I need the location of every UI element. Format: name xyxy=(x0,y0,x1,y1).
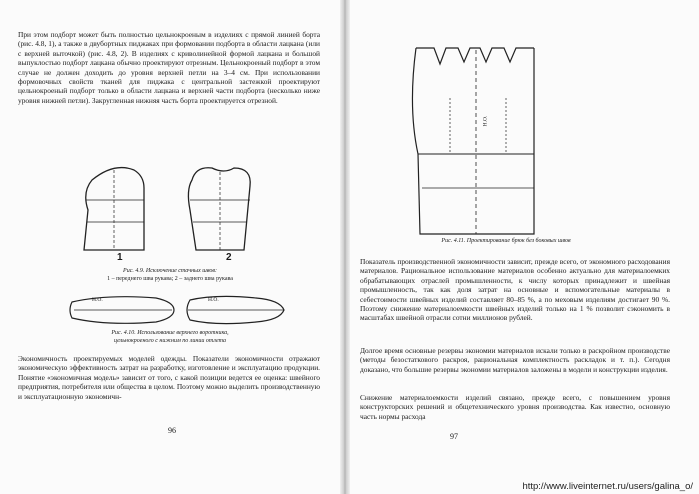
figure-4-10-mark-1: Н.О. xyxy=(92,297,103,303)
right-page-number: 97 xyxy=(450,432,458,441)
left-paragraph-collar-facing: При этом подборт может быть полностью цельнокроеным в изделиях с прямой линией борта (рис. 4.8, 1), а также в двубортных пиджаках при формовании подборта в области лацкана (или с верхней выточкой) (рис. 4.8, 2). В изделиях с криволинейной формой лацкана и большой выпуклостью подборт лацкана обычно проектируют отрезным. Цельнокроеный подборт в этом случае не должен доходить до уровня верхней петли на 3–4 см. При использовании формовочных свойств тканей для пиджака с центральной застежкой проектируют цельнокроеный подборт только в области лацкана и верхней части подборта (несколько ниже уровня нижней петли). Закругленная нижняя часть борта проектируется отрезной. xyxy=(18,30,320,105)
left-page-number: 96 xyxy=(168,426,176,435)
right-page xyxy=(346,0,699,494)
figure-4-9-caption-detail: 1 – переднего шва рукава; 2 – заднего шва рукава xyxy=(107,276,233,282)
figure-4-10-collar-pieces xyxy=(66,290,296,330)
left-page xyxy=(0,0,344,494)
watermark-url: http://www.liveinternet.ru/users/galina_o/ xyxy=(522,481,693,492)
right-paragraph-cutting-reserves: Долгое время основные резервы экономии материалов искали только в раскройном производстве (методы безостаткового раскроя, рациональная комплектность раскладок и т. п.). Сегодня доказано, что большие резервы экономии материалов заложены в модели и конструкции изделия. xyxy=(360,346,670,374)
right-paragraph-material-reduction: Снижение материалоемкости изделий связано, прежде всего, с повышением уровня конструкторских решений и общетехнического уровня производства. Как известно, основную часть нормы расхода xyxy=(360,393,670,421)
figure-4-11-mark: Н.О. xyxy=(482,115,489,127)
figure-4-9-caption-title: Рис. 4.9. Исключение стачных швов: xyxy=(123,268,217,274)
figure-4-9-sleeve-pieces xyxy=(74,160,274,264)
left-paragraph-economy: Экономичность проектируемых моделей одежды. Показатели экономичности отражают экономическую эффективность затрат на разработку, изготовление и эксплуатацию продукции. Понятие «экономичная модель» зависит от того, с какой позиции ведется ее оценка: швейного предприятия, потребителя или общества в целом. Поэтому можно выделить производственную и эксплуатационную экономичн- xyxy=(18,354,320,401)
figure-4-11-caption: Рис. 4.11. Проектирование брюк без боковых швов xyxy=(441,238,571,244)
figure-4-10-caption-line2: цельнокроеного с нижним по линии отлета xyxy=(114,338,226,344)
figure-4-10-caption-line1: Рис. 4.10. Использование верхнего воротника, xyxy=(111,330,229,336)
figure-4-9-label-1: 1 xyxy=(117,252,123,263)
figure-4-10-mark-2: Н.О. xyxy=(208,297,219,303)
figure-4-11-trousers-pattern xyxy=(410,38,540,238)
right-paragraph-material-use: Показатель производственной экономичности зависит, прежде всего, от экономного расходования материалов. Рациональное использование материалов особенно актуально для материалоемких обрабатывающих отраслей промышленности, к числу которых принадлежит и швейная промышленность, так как доля затрат на основные и вспомогательные материалы в себестоимости швейных изделий составляет 80–85 %, а по меховым изделиям достигает 90 %. Поэтому снижение материалоемкости швейных изделий только на 1 % позволит сэкономить в масштабах швейной отрасли сотни миллионов рублей. xyxy=(360,257,670,323)
figure-4-9-label-2: 2 xyxy=(226,252,232,263)
